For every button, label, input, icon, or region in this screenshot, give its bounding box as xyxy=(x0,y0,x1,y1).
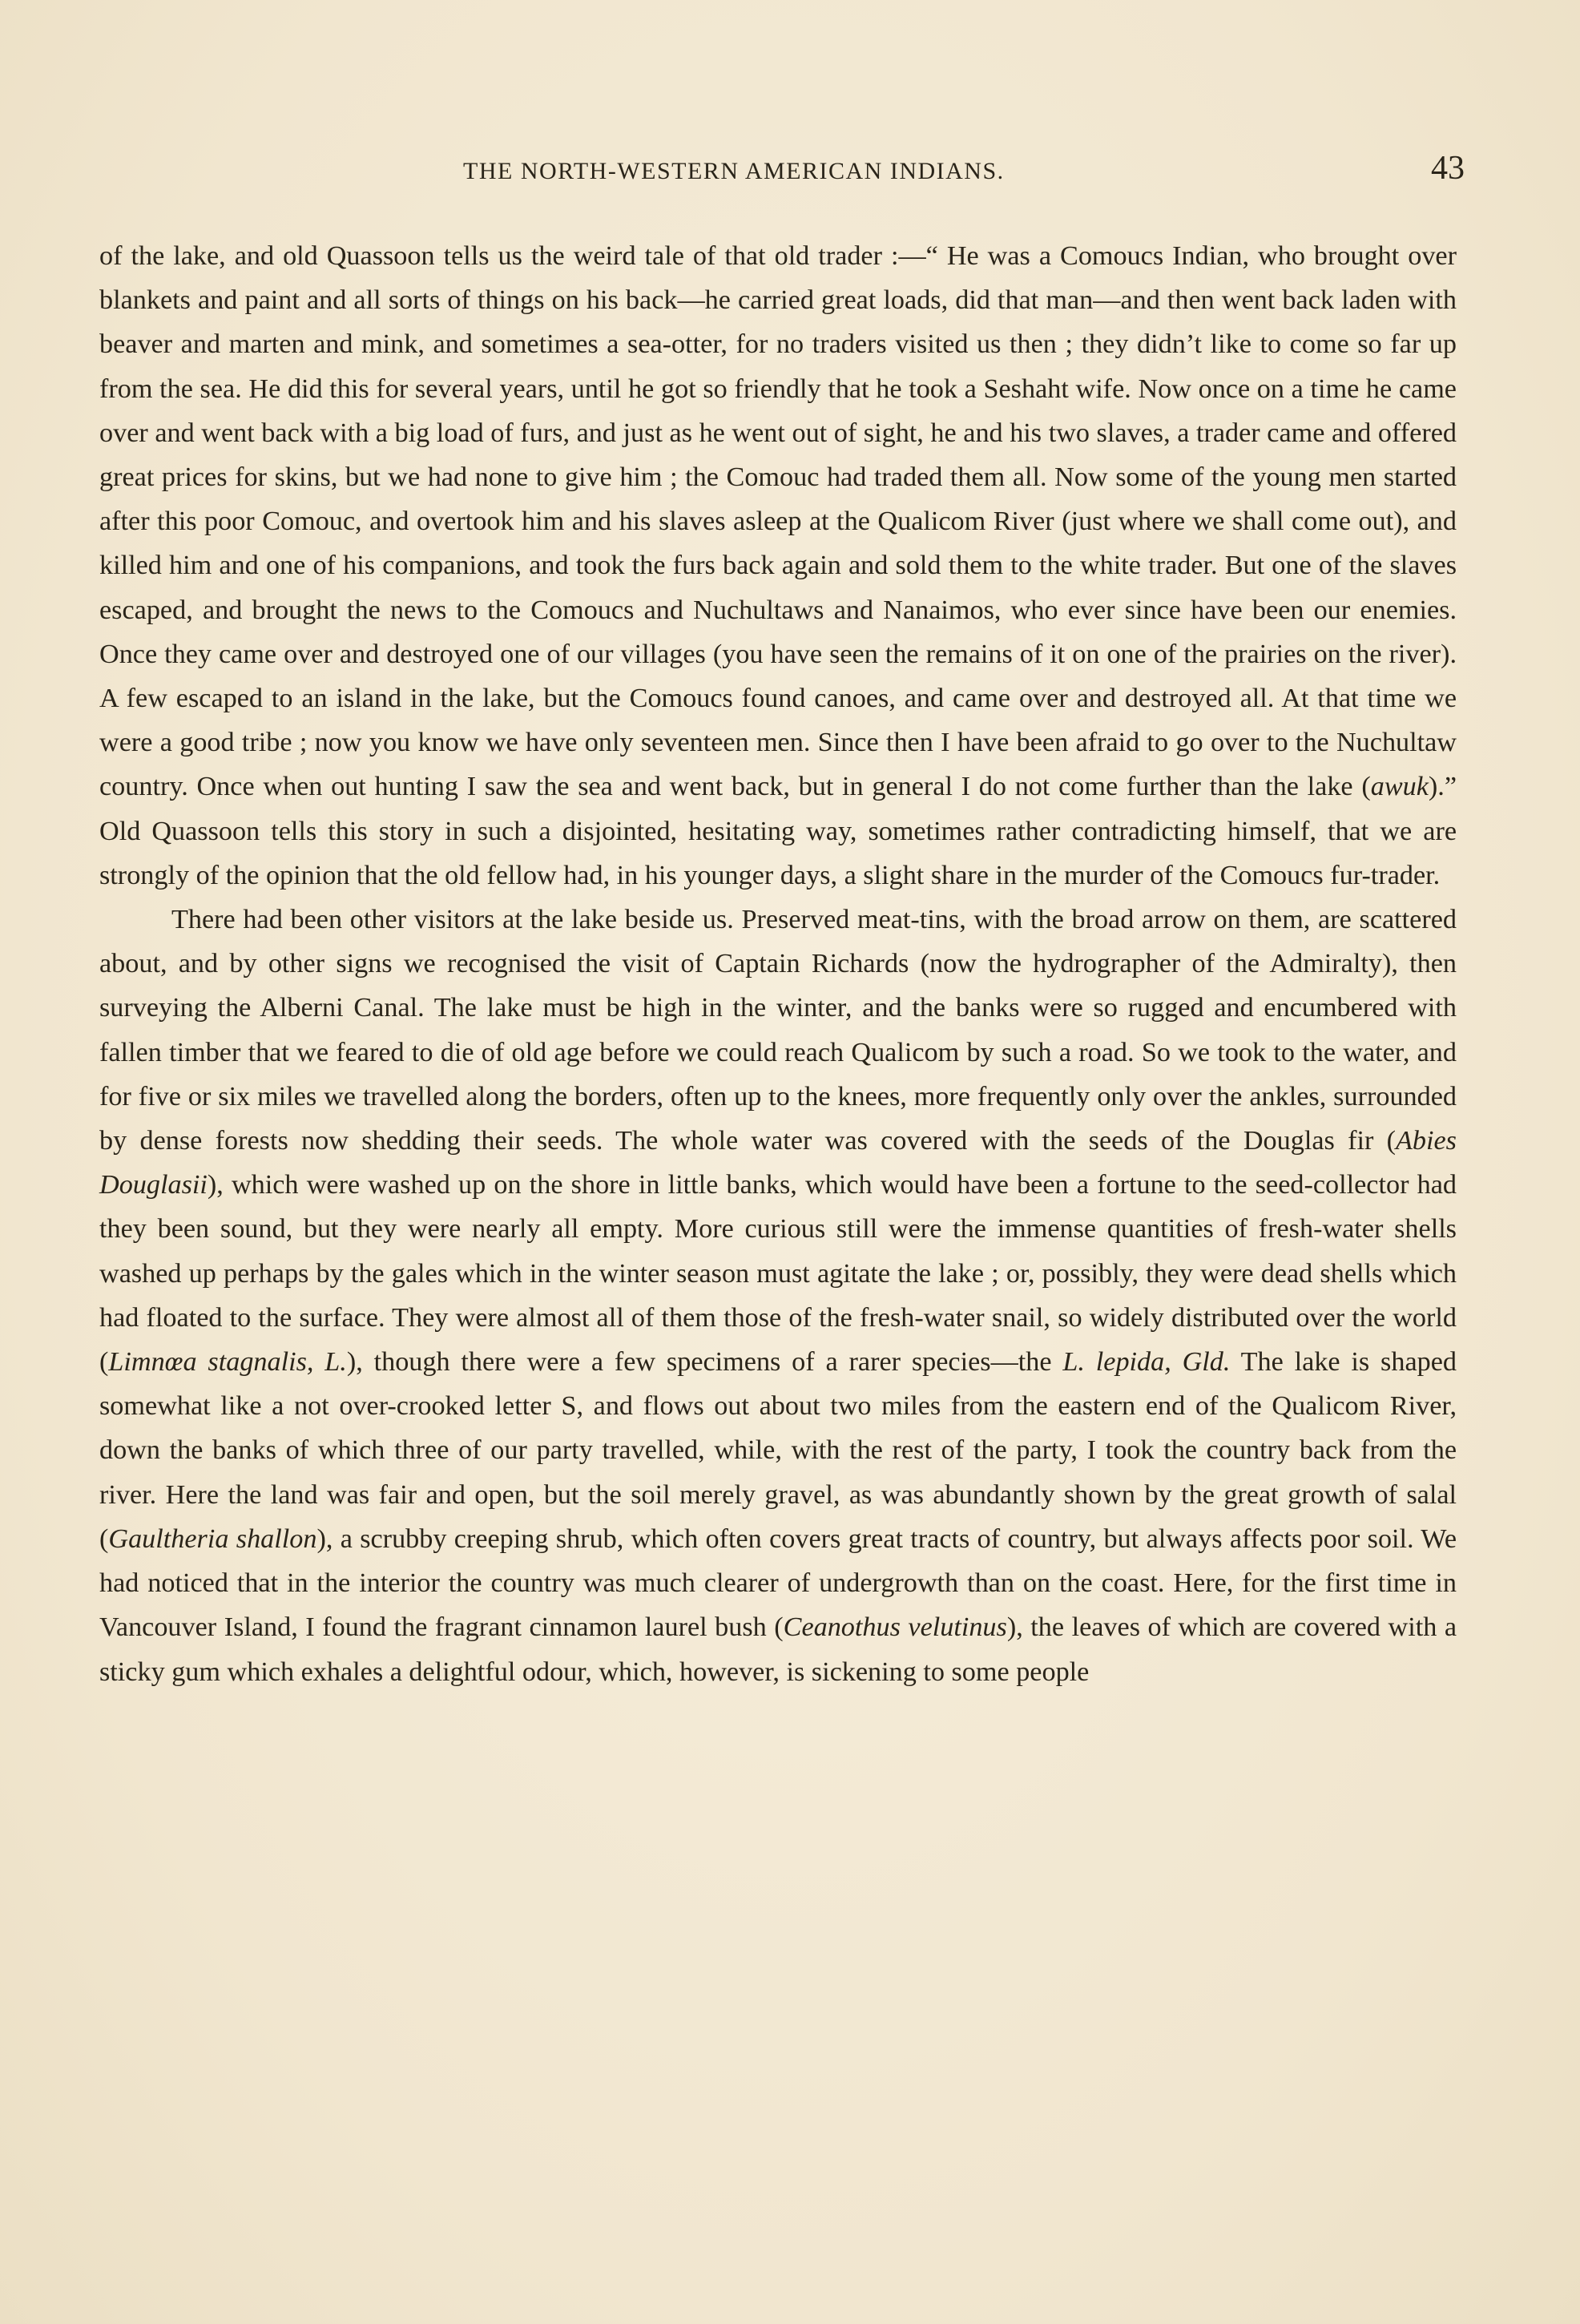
italic-term: Limnœa stagnalis, L. xyxy=(108,1347,347,1378)
text-run: The lake is shaped somewhat like a not over-crooked letter S, and flows out about two miles from the eastern end of the Qualicom River, down the banks of which three of our party travelled, while, with the rest of the party, I took the country back from the river. Here the land was fair and open, but the soil merely gravel, as was abundantly shown by the great growth of salal ( xyxy=(99,1347,1457,1554)
text-run: ), though there were a few specimens of a rarer species—the xyxy=(346,1347,1063,1378)
text-run: ).” Old Quassoon tells this story in such a disjointed, hesitating way, sometimes rather contradicting himself, that we are strongly of the opinion that the old fellow had, in his younger days, a slight share in the murder of the Comoucs fur-trader. xyxy=(99,772,1457,890)
italic-term: Gaultheria shallon xyxy=(108,1523,317,1554)
text-run: ), a scrubby creeping shrub, which often covers great tracts of country, but always affects poor soil. We had noticed that in the interior the country was much clearer of undergrowth than on the coast. Here, for the first time in Vancouver Island, I found the fragrant cinnamon laurel bush ( xyxy=(99,1523,1457,1643)
text-run: of the lake, and old Quassoon tells us the weird tale of that old trader :—“ He was a Comoucs Indian, who brought over blankets and paint and all sorts of things on his back—he carried great loads, did that man—and then went back laden with beaver and marten and mink, and sometimes a sea-otter, for no traders visited us then ; they didn’t like to come so far up from the sea. He did this for several years, until he got so friendly that he took a Seshaht wife. Now once on a time he came over and went back with a big load of furs, and just as he went out of sight, he and his two slaves, a trader came and offered great prices for skins, but we had none to give him ; the Comouc had traded them all. Now some of the young men started after this poor Comouc, and overtook him and his slaves asleep at the Qualicom River (just where we shall come out), and killed him and one of his companions, and took the furs back again and sold them to the white trader. But one of the slaves escaped, and brought the news to the Comoucs and Nuchultaws and Nanaimos, who ever since have been our enemies. Once they came over and destroyed one of our villages (you have seen the remains of it on one of the prairies on the river). A few escaped to an island in the lake, but the Comoucs found canoes, and came over and destroyed all. At that time we were a good tribe ; now you know we have only seventeen men. Since then I have been afraid to go over to the Nuchultaw country. Once when out hunting I saw the sea and went back, but in general I do not come further than the lake ( xyxy=(99,241,1457,802)
running-title: THE NORTH-WESTERN AMERICAN INDIANS. xyxy=(463,158,1005,184)
text-run: ), which were washed up on the shore in little banks, which would have been a fortune to the seed-collector had they been sound, but they were nearly all empty. More curious still were the immense quantities of fresh-water shells washed up perhaps by the gales which in the winter season must agitate the lake ; or, possibly, they were dead shells which had floated to the surface. They were almost all of them those of the fresh-water snail, so widely distributed over the world ( xyxy=(99,1170,1457,1378)
paragraph-2 xyxy=(99,898,1457,1694)
italic-term: L. lepida, Gld. xyxy=(1062,1347,1231,1378)
paragraph-1 xyxy=(99,234,1457,898)
italic-term: Abies Douglasii xyxy=(99,1126,1457,1200)
text-run: There had been other visitors at the lake beside us. Preserved meat-tins, with the broad arrow on them, are scattered about, and by other signs we recognised the visit of Captain Richards (now the hydrographer of the Admiralty), then surveying the Alberni Canal. The lake must be high in the winter, and the banks were so rugged and encumbered with fallen timber that we feared to die of old age before we could reach Qualicom by such a road. So we took to the water, and for five or six miles we travelled along the borders, often up to the knees, more frequently only over the ankles, surrounded by dense forests now shedding their seeds. The whole water was covered with the seeds of the Douglas fir ( xyxy=(99,905,1457,1156)
text-run: ), the leaves of which are covered with a sticky gum which exhales a delightful odour, which, however, is sickening to some people xyxy=(99,1612,1457,1687)
page-number: 43 xyxy=(1431,150,1465,187)
body-text xyxy=(99,234,1457,1694)
running-head xyxy=(463,150,1465,189)
italic-term: awuk xyxy=(1370,772,1429,802)
italic-term: Ceanothus velutinus xyxy=(783,1612,1007,1643)
